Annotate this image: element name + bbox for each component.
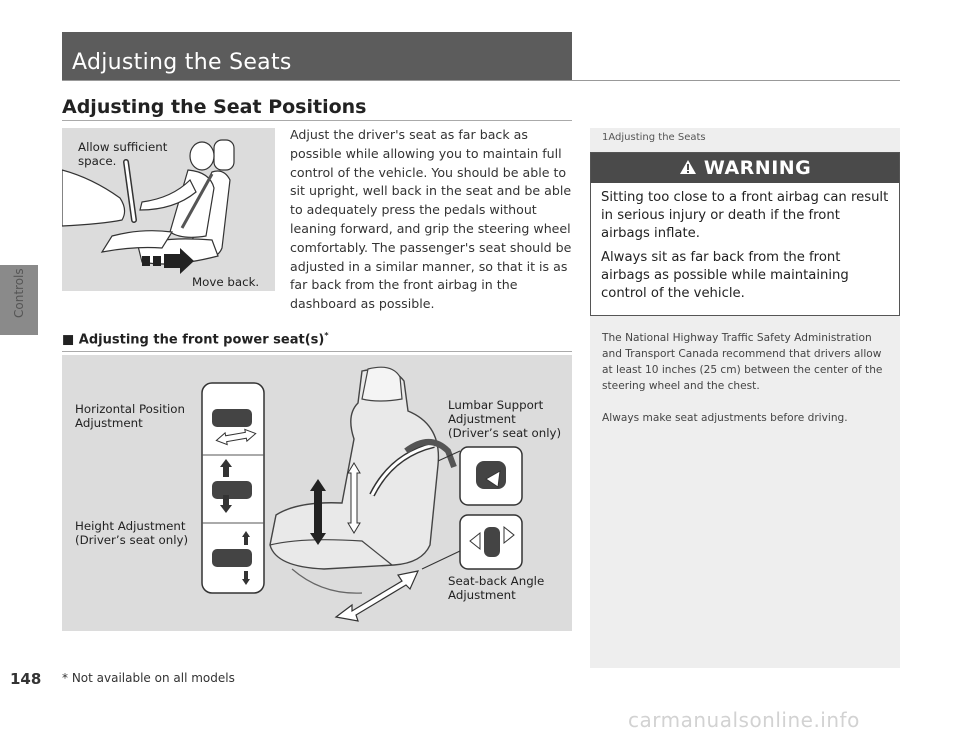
warning-text-1: Sitting too close to a front airbag can result in serious injury or death if the front airbags inflate.	[601, 190, 889, 241]
allow-space-label: Allow sufficient space.	[78, 140, 168, 168]
power-seat-illustration	[62, 355, 572, 631]
seatback-adjustment-label: Seat-back Angle Adjustment	[448, 574, 545, 602]
sidebar-label-text: Adjusting the Seats	[608, 132, 706, 143]
height-adjustment-label: Height Adjustment (Driver’s seat only)	[75, 519, 189, 547]
header-divider	[62, 80, 900, 81]
page-title: Adjusting the Seats	[72, 50, 292, 75]
section-divider	[62, 120, 572, 121]
warning-text-2: Always sit as far back from the front airbags as possible while maintaining control of the vehicle.	[601, 250, 849, 301]
warning-title: WARNING	[703, 157, 812, 179]
subheading-text: ■ Adjusting the front power seat(s)	[62, 332, 325, 348]
lumbar-adjustment-label: Lumbar Support Adjustment (Driver’s seat only)	[448, 398, 562, 440]
subheading	[62, 331, 329, 347]
reference-icon: 1	[602, 132, 609, 143]
body-paragraph: Adjust the driver's seat as far back as possible while allowing you to maintain full control of the vehicle. You should be able to sit upright, well back in the seat and be able to adequately press the pedals without leaning forward, and grip the steering wheel comfortably. The passenger's seat should be adjusted in a similar manner, so that it is as far back from the front airbag in the dashboard as possible.	[290, 127, 572, 312]
section-title: Adjusting the Seat Positions	[62, 96, 367, 118]
watermark: carmanualsonline.info	[628, 708, 860, 732]
note-paragraph-2: Always make seat adjustments before driving.	[602, 412, 848, 424]
note-paragraph-1: The National Highway Traffic Safety Administration and Transport Canada recommend that drivers allow at least 10 inches (25 cm) between the center of the steering wheel and the chest.	[602, 332, 883, 392]
warning-box	[590, 152, 900, 316]
subheading-asterisk: *	[324, 331, 329, 340]
subheading-divider	[62, 351, 572, 352]
horizontal-adjustment-label: Horizontal Position Adjustment	[75, 402, 185, 430]
footnote: * Not available on all models	[62, 671, 235, 685]
chapter-label: Controls	[12, 268, 26, 318]
warning-triangle-icon	[679, 159, 697, 175]
move-back-label: Move back.	[192, 275, 260, 289]
warning-header	[591, 153, 899, 183]
slide-arrow	[336, 571, 418, 621]
seating-position-illustration	[62, 128, 275, 291]
sidebar-notes	[590, 128, 900, 668]
page-number: 148	[10, 670, 42, 688]
sidebar-label	[602, 132, 706, 143]
